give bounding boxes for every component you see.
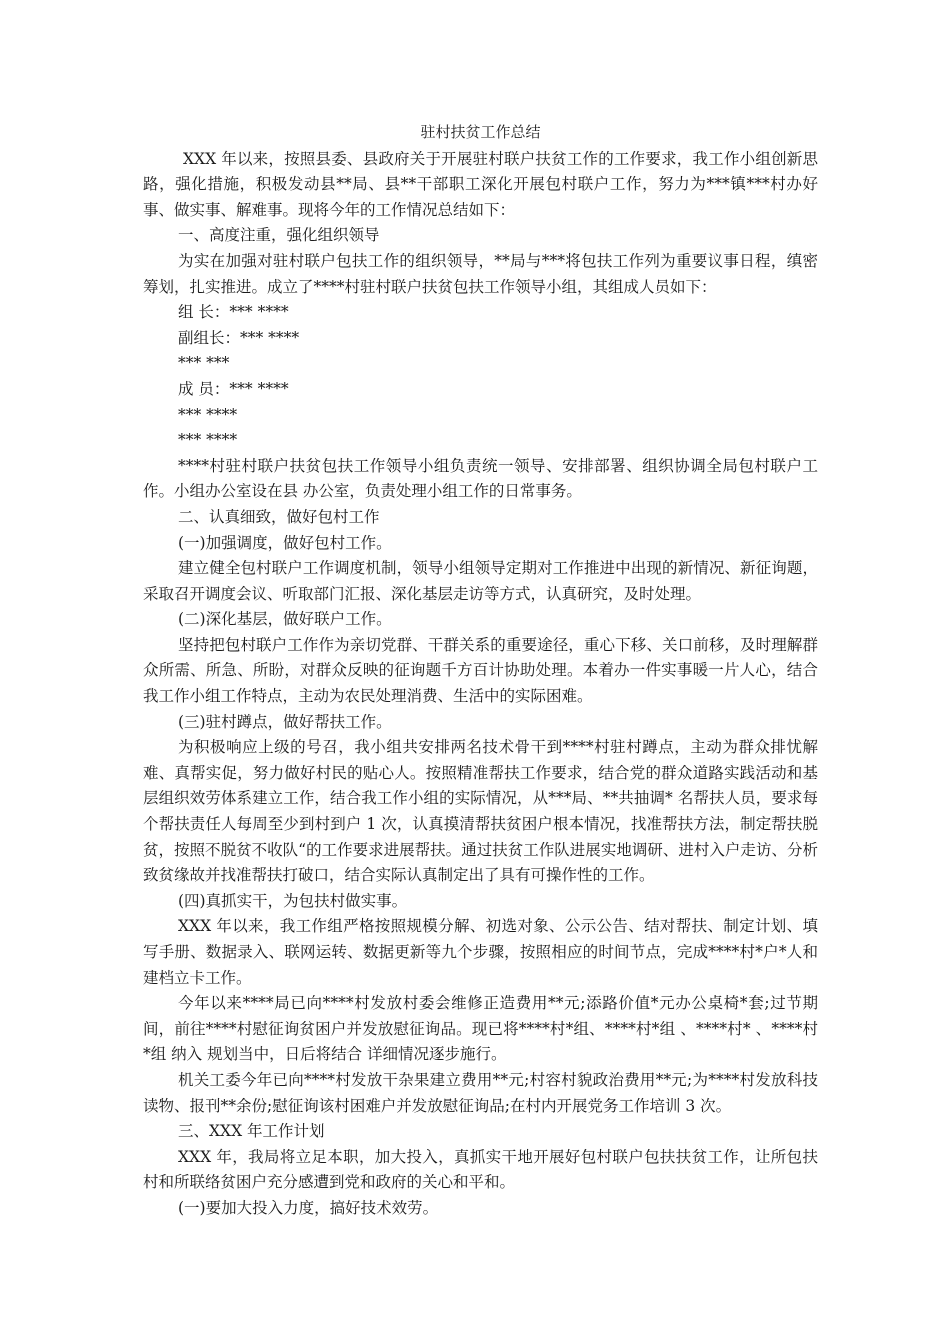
paragraph-plan: XXX 年，我局将立足本职，加大投入，真抓实干地开展好包村联户包扶扶贫工作，让所包扶村和所联络贫困户充分感遭到党和政府的关心和平和。 [143,1147,818,1192]
member-line-members: 成 员：*** **** [178,379,289,398]
member-line-leader: 组 长：*** **** [178,303,289,322]
paragraph-funding: 今年以来****局已向****村发放村委会维修正造费用**元;添路价值*元办公桌椅*套;过节期间，前往****村慰征询贫困户并发放慰征询品。现已将****村*组、****村*组 、****村* 、****村*组 纳入 规划当中，日后将结合 详细情况逐步施行。 [143,994,818,1064]
section-heading-2: 二、认真细致，做好包村工作 [178,507,380,526]
paragraph-village-stay: 为积极响应上级的号召，我小组共安排两名技术骨干到****村驻村蹲点，主动为群众排忧解难、真帮实促，努力做好村民的贴心人。按照精准帮扶工作要求，结合党的群众道路实践活动和基层组织效劳体系建立工作，结合我工作小组的实际情况，从***局、**共抽调* 名帮扶人员，要求每个帮扶责任人每周至少到村到户 1 次，认真摸清帮扶贫困户根本情况，找准帮扶方法，制定帮扶脱贫，按照不脱贫不收队“的工作要求进展帮扶。通过扶贫工作队进展实地调研、进村入户走访、分析致贫缘故并找准帮扶打破口，结合实际认真制定出了具有可操作性的工作。 [143,738,818,885]
section-heading-3: 三、XXX 年工作计划 [178,1122,325,1141]
section-heading-1: 一、高度注重，强化组织领导 [178,226,380,245]
subheading-3: (三)驻村蹲点，做好帮扶工作。 [178,712,392,731]
document-page [143,120,818,1222]
subheading-4: (四)真抓实干，为包扶村做实事。 [178,891,408,910]
paragraph-grassroots: 坚持把包村联户工作作为亲切党群、干群关系的重要途径，重心下移、关口前移，及时理解群众所需、所急、所盼，对群众反映的征询题千方百计协助处理。本着办一件实事暖一片人心，结合我工作小组工作特点，主动为农民处理消费、生活中的实际困难。 [143,635,818,706]
member-line-members-2: *** **** [178,405,238,424]
paragraph-nine-steps: XXX 年以来，我工作组严格按照规模分解、初选对象、公示公告、结对帮扶、制定计划、填写手册、数据录入、联网运转、数据更新等九个步骤，按照相应的时间节点，完成****村*户*人和建档立卡工作。 [143,917,818,987]
paragraph-dispatch: 建立健全包村联户工作调度机制，领导小组领导定期对工作推进中出现的新情况、新征询题，采取召开调度会议、听取部门汇报、深化基层走访等方式，认真研究，及时处理。 [143,559,818,603]
member-line-deputy-2: *** *** [178,354,230,373]
subheading-plan-1: (一)要加大投入力度，搞好技术效劳。 [178,1198,439,1217]
member-line-deputy: 副组长：*** **** [178,328,300,347]
document-title: 驻村扶贫工作总结 [420,123,541,141]
member-line-members-3: *** **** [178,431,238,450]
intro-paragraph: XXX 年以来，按照县委、县政府关于开展驻村联户扶贫工作的工作要求，我工作小组创新思路，强化措施，积极发动县**局、县**干部职工深化开展包村联户工作，努力为***镇***村办好事、做实事、解难事。现将今年的工作情况总结如下： [143,149,818,219]
subheading-2: (二)深化基层，做好联户工作。 [178,610,392,629]
paragraph-org-leadership: 为实在加强对驻村联户包扶工作的组织领导，**局与***将包扶工作列为重要议事日程，缜密筹划，扎实推进。成立了****村驻村联户扶贫包扶工作领导小组，其组成人员如下： [143,251,818,296]
subheading-1: (一)加强调度，做好包村工作。 [178,533,392,552]
paragraph-committee: 机关工委今年已向****村发放干杂果建立费用**元;村容村貌政治费用**元;为****村发放科技读物、报刊**余份;慰征询该村困难户并发放慰征询品;在村内开展党务工作培训 3 次。 [143,1070,818,1115]
paragraph-group-duty: ****村驻村联户扶贫包扶工作领导小组负责统一领导、安排部署、组织协调全局包村联户工作。小组办公室设在县 办公室，负责处理小组工作的日常事务。 [143,456,818,501]
